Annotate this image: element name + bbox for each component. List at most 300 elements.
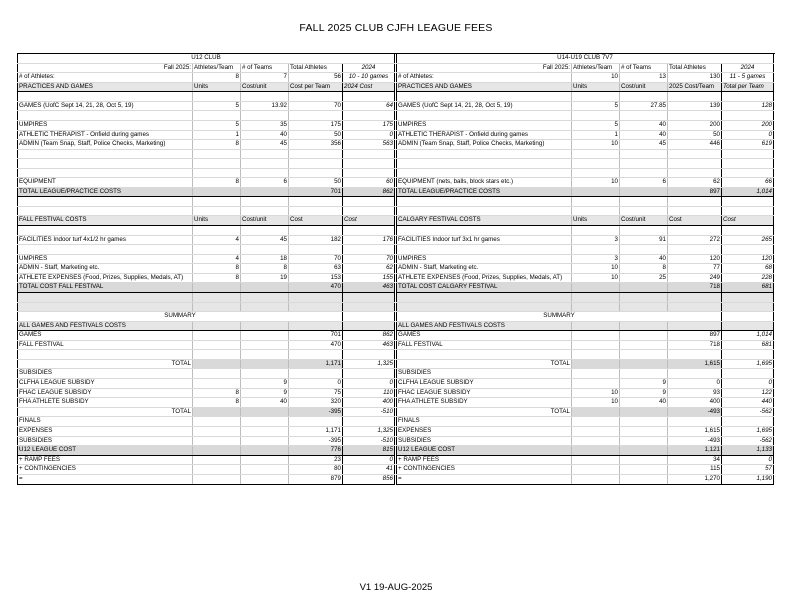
table-cell: [620, 283, 668, 293]
table-cell: 75: [289, 388, 343, 398]
table-cell: [289, 159, 343, 169]
table-cell: SUBSIDIES: [18, 436, 193, 446]
table-cell: # of Athletes:: [397, 73, 572, 83]
table-cell: 1: [572, 130, 620, 140]
table-cell: [620, 427, 668, 437]
table-cell: 1,695: [722, 359, 774, 369]
table-cell: [343, 111, 395, 121]
table-cell: 45: [620, 140, 668, 150]
table-row: [397, 178, 774, 188]
table-cell: [397, 168, 572, 178]
table-cell: [620, 293, 668, 303]
table-cell: Cost per Team: [289, 82, 343, 92]
table-row: [397, 398, 774, 408]
table-cell: 62: [343, 264, 395, 274]
table-cell: -562: [722, 436, 774, 446]
table-cell: 50: [289, 130, 343, 140]
table-cell: 110: [343, 388, 395, 398]
table-cell: TOTAL LEAGUE/PRACTICE COSTS: [397, 187, 572, 197]
table-cell: [620, 436, 668, 446]
table-cell: -493: [668, 436, 722, 446]
table-cell: 446: [668, 140, 722, 150]
table-cell: Fall 2025:: [397, 63, 572, 73]
table-cell: TOTAL: [397, 359, 572, 369]
table-cell: [289, 111, 343, 121]
table-cell: [18, 149, 193, 159]
table-cell: 2024: [722, 63, 774, 73]
table-row: [18, 101, 395, 111]
table-cell: 40: [620, 398, 668, 408]
table-cell: 120: [722, 254, 774, 264]
table-cell: [722, 197, 774, 207]
table-cell: [343, 226, 395, 236]
table-cell: UMPIRES: [18, 120, 193, 130]
table-row: [18, 130, 395, 140]
table-row: [397, 369, 774, 379]
table-cell: [620, 159, 668, 169]
table-cell: 9: [620, 388, 668, 398]
table-cell: [241, 226, 289, 236]
table-row: [397, 427, 774, 437]
table-row: [397, 206, 774, 216]
table-cell: [668, 111, 722, 121]
table-cell: 1,014: [722, 187, 774, 197]
table-cell: [572, 417, 620, 427]
table-row: [18, 63, 395, 73]
page-title: FALL 2025 CLUB CJFH LEAGUE FEES: [299, 22, 493, 34]
table-cell: [241, 340, 289, 350]
table-cell: 2024 Cost: [343, 82, 395, 92]
table-cell: 1,014: [722, 331, 774, 341]
table-cell: 5: [193, 120, 241, 130]
table-cell: EQUIPMENT: [18, 178, 193, 188]
table-cell: [722, 350, 774, 360]
table-cell: 35: [241, 120, 289, 130]
table-cell: 70: [343, 254, 395, 264]
table-cell: GAMES (UofC Sept 14, 21, 28, Oct 5, 19): [18, 101, 193, 111]
table-cell: [620, 168, 668, 178]
table-cell: [572, 379, 620, 389]
table-cell: 1,615: [668, 359, 722, 369]
table-cell: [343, 92, 395, 102]
table-cell: FALL FESTIVAL: [397, 340, 572, 350]
table-cell: 0: [722, 379, 774, 389]
table-cell: Total per Team: [722, 82, 774, 92]
table-cell: FHAC LEAGUE SUBSIDY: [18, 388, 193, 398]
table-cell: [722, 226, 774, 236]
table-cell: [241, 187, 289, 197]
table-cell: 70: [289, 101, 343, 111]
table-cell: [397, 206, 572, 216]
table-cell: [572, 226, 620, 236]
table-cell: -510: [343, 407, 395, 417]
table-cell: [722, 312, 774, 322]
table-cell: 182: [289, 235, 343, 245]
table-cell: 27.85: [620, 101, 668, 111]
table-cell: 8: [193, 264, 241, 274]
table-cell: 18: [241, 254, 289, 264]
table-cell: 3: [572, 235, 620, 245]
table-row: [397, 120, 774, 130]
u14-u19-club-fee-rows: [397, 54, 774, 485]
table-cell: Units: [572, 216, 620, 226]
table-cell: 4: [193, 254, 241, 264]
table-cell: [18, 159, 193, 169]
table-cell: [18, 111, 193, 121]
table-cell: [343, 293, 395, 303]
table-cell: EXPENSES: [18, 427, 193, 437]
table-row: [18, 82, 395, 92]
table-cell: SUMMARY: [18, 312, 343, 322]
table-cell: [620, 417, 668, 427]
table-row: [18, 187, 395, 197]
table-row: [397, 446, 774, 456]
table-cell: ADMIN - Staff, Marketing etc.: [397, 264, 572, 274]
table-cell: [193, 302, 241, 312]
table-cell: 200: [668, 120, 722, 130]
table-cell: [193, 206, 241, 216]
table-cell: 4: [193, 235, 241, 245]
table-cell: [620, 321, 668, 331]
table-cell: [620, 446, 668, 456]
table-row: [18, 359, 395, 369]
table-cell: [289, 168, 343, 178]
table-row: [18, 321, 395, 331]
table-cell: Cost: [343, 216, 395, 226]
table-cell: [343, 321, 395, 331]
table-cell: [18, 92, 193, 102]
table-row: [397, 216, 774, 226]
table-cell: Units: [572, 82, 620, 92]
table-row: [18, 54, 395, 64]
table-cell: [722, 245, 774, 255]
table-cell: 0: [343, 379, 395, 389]
table-cell: 681: [722, 283, 774, 293]
table-cell: 60: [343, 178, 395, 188]
table-cell: [722, 111, 774, 121]
table-cell: [193, 226, 241, 236]
table-cell: GAMES: [397, 331, 572, 341]
table-cell: FINALS: [18, 417, 193, 427]
table-row: [397, 331, 774, 341]
table-cell: Total Athletes: [289, 63, 343, 73]
table-row: [18, 455, 395, 465]
table-cell: [572, 340, 620, 350]
table-row: [18, 293, 395, 303]
table-cell: 897: [668, 187, 722, 197]
table-cell: [572, 168, 620, 178]
table-cell: 879: [289, 475, 343, 485]
table-row: [397, 73, 774, 83]
table-cell: Fall 2025:: [18, 63, 193, 73]
table-cell: [397, 302, 572, 312]
table-cell: 718: [668, 283, 722, 293]
table-cell: UMPIRES: [18, 254, 193, 264]
table-cell: [241, 197, 289, 207]
table-cell: U14-U19 CLUB 7V7: [397, 54, 774, 64]
table-row: [18, 111, 395, 121]
table-cell: [343, 149, 395, 159]
table-row: [18, 475, 395, 485]
table-cell: 120: [668, 254, 722, 264]
table-cell: [572, 331, 620, 341]
table-cell: ADMIN (Team Snap, Staff, Police Checks, Marketing): [18, 140, 193, 150]
table-cell: 122: [722, 388, 774, 398]
table-row: [18, 312, 395, 322]
table-cell: [668, 168, 722, 178]
table-cell: [620, 455, 668, 465]
table-cell: Cost: [668, 216, 722, 226]
table-cell: 5: [572, 101, 620, 111]
table-cell: [572, 369, 620, 379]
table-cell: [343, 350, 395, 360]
table-cell: 8: [620, 264, 668, 274]
table-cell: 1,171: [289, 427, 343, 437]
table-cell: [572, 159, 620, 169]
table-cell: 470: [289, 283, 343, 293]
table-cell: -510: [343, 436, 395, 446]
table-cell: 862: [343, 187, 395, 197]
table-cell: 356: [289, 140, 343, 150]
table-cell: 815: [343, 446, 395, 456]
table-cell: CLFHA LEAGUE SUBSIDY: [18, 379, 193, 389]
table-cell: [343, 168, 395, 178]
table-cell: [193, 111, 241, 121]
table-cell: [289, 302, 343, 312]
table-cell: [18, 197, 193, 207]
table-cell: SUBSIDIES: [397, 436, 572, 446]
version-footer: V1 19-AUG-2025: [359, 582, 433, 593]
table-cell: Cost: [289, 216, 343, 226]
table-row: [18, 120, 395, 130]
table-cell: [668, 302, 722, 312]
table-cell: 2024: [343, 63, 395, 73]
table-cell: 8: [193, 73, 241, 83]
table-row: [397, 54, 774, 64]
table-cell: [289, 321, 343, 331]
table-cell: 56: [289, 73, 343, 83]
table-cell: [668, 197, 722, 207]
table-cell: Athletes/Team: [193, 63, 241, 73]
table-cell: [241, 350, 289, 360]
table-cell: -562: [722, 407, 774, 417]
table-row: [397, 475, 774, 485]
table-cell: FHAC LEAGUE SUBSIDY: [397, 388, 572, 398]
table-cell: [572, 427, 620, 437]
table-cell: [193, 417, 241, 427]
table-cell: [343, 206, 395, 216]
table-cell: SUBSIDIES: [18, 369, 193, 379]
table-cell: [343, 245, 395, 255]
table-row: [397, 235, 774, 245]
table-cell: [572, 302, 620, 312]
table-cell: 1,270: [668, 475, 722, 485]
table-cell: [241, 369, 289, 379]
table-cell: [668, 159, 722, 169]
table-cell: [193, 379, 241, 389]
table-cell: 1,695: [722, 427, 774, 437]
table-cell: 70: [289, 254, 343, 264]
table-cell: 10: [572, 273, 620, 283]
table-cell: 23: [289, 455, 343, 465]
table-cell: [572, 206, 620, 216]
table-cell: FACILITIES Indoor turf 4x1/2 hr games: [18, 235, 193, 245]
table-cell: [18, 226, 193, 236]
table-row: [397, 159, 774, 169]
table-cell: [620, 187, 668, 197]
table-cell: ATHLETE EXPENSES (Food, Prizes, Supplies, Medals, AT): [397, 273, 572, 283]
table-cell: [668, 417, 722, 427]
table-cell: 8: [193, 178, 241, 188]
table-cell: [620, 407, 668, 417]
table-cell: 619: [722, 140, 774, 150]
table-row: [397, 283, 774, 293]
table-cell: [668, 245, 722, 255]
table-cell: 1,325: [343, 359, 395, 369]
table-cell: [620, 359, 668, 369]
table-cell: [620, 197, 668, 207]
table-cell: [572, 350, 620, 360]
table-cell: 9: [241, 388, 289, 398]
table-cell: EXPENSES: [397, 427, 572, 437]
table-cell: TOTAL: [397, 407, 572, 417]
table-cell: [343, 417, 395, 427]
table-row: [397, 168, 774, 178]
table-cell: [397, 111, 572, 121]
table-cell: [343, 369, 395, 379]
table-cell: 718: [668, 340, 722, 350]
table-cell: 10: [572, 264, 620, 274]
table-row: [397, 302, 774, 312]
table-cell: 175: [343, 120, 395, 130]
table-cell: 0: [668, 379, 722, 389]
table-row: [397, 455, 774, 465]
table-cell: 8: [241, 264, 289, 274]
table-cell: 1,615: [668, 427, 722, 437]
table-cell: [397, 92, 572, 102]
table-row: [397, 264, 774, 274]
table-cell: U12 LEAGUE COST: [18, 446, 193, 456]
table-cell: [241, 168, 289, 178]
table-cell: [193, 465, 241, 475]
table-cell: [193, 245, 241, 255]
table-cell: [572, 149, 620, 159]
table-cell: -493: [668, 407, 722, 417]
table-cell: 13.92: [241, 101, 289, 111]
table-cell: 77: [668, 264, 722, 274]
table-cell: U12 LEAGUE COST: [397, 446, 572, 456]
table-cell: 10: [572, 73, 620, 83]
table-cell: EQUIPMENT (nets, balls, block stars etc.): [397, 178, 572, 188]
table-row: [18, 159, 395, 169]
table-cell: 57: [722, 465, 774, 475]
table-cell: [193, 369, 241, 379]
table-cell: ADMIN (Team Snap, Staff, Police Checks, Marketing): [397, 140, 572, 150]
table-cell: 776: [289, 446, 343, 456]
table-cell: [241, 407, 289, 417]
table-cell: ALL GAMES AND FESTIVALS COSTS: [18, 321, 193, 331]
table-cell: [193, 159, 241, 169]
table-cell: [572, 359, 620, 369]
table-row: [397, 321, 774, 331]
table-cell: [722, 168, 774, 178]
table-cell: [289, 293, 343, 303]
table-cell: # of Teams: [620, 63, 668, 73]
table-cell: [620, 302, 668, 312]
table-cell: 115: [668, 465, 722, 475]
table-cell: 19: [241, 273, 289, 283]
table-cell: 40: [620, 130, 668, 140]
table-cell: 45: [241, 235, 289, 245]
table-cell: [193, 187, 241, 197]
table-row: [397, 273, 774, 283]
table-cell: 66: [722, 178, 774, 188]
table-cell: [193, 427, 241, 437]
table-cell: [620, 369, 668, 379]
table-cell: PRACTICES AND GAMES: [18, 82, 193, 92]
table-cell: -395: [289, 436, 343, 446]
table-cell: Cost/unit: [241, 82, 289, 92]
table-cell: 10 - 10 games: [343, 73, 395, 83]
table-cell: [193, 436, 241, 446]
table-cell: [241, 455, 289, 465]
table-cell: 128: [722, 101, 774, 111]
table-row: [18, 245, 395, 255]
table-cell: 64: [343, 101, 395, 111]
table-cell: [668, 293, 722, 303]
table-row: [397, 63, 774, 73]
table-cell: [620, 340, 668, 350]
table-cell: [343, 302, 395, 312]
table-cell: 7: [241, 73, 289, 83]
table-row: [397, 197, 774, 207]
table-cell: [668, 369, 722, 379]
table-cell: [397, 159, 572, 169]
table-cell: [241, 293, 289, 303]
table-row: [18, 369, 395, 379]
table-cell: 681: [722, 340, 774, 350]
table-cell: =: [18, 475, 193, 485]
table-row: [18, 331, 395, 341]
table-row: [18, 168, 395, 178]
table-cell: Units: [193, 216, 241, 226]
table-cell: TOTAL: [18, 359, 193, 369]
table-cell: 701: [289, 331, 343, 341]
table-cell: [572, 111, 620, 121]
table-row: [18, 379, 395, 389]
table-row: [18, 427, 395, 437]
table-cell: [722, 92, 774, 102]
table-cell: [289, 350, 343, 360]
table-cell: [241, 465, 289, 475]
table-cell: ATHLETE EXPENSES (Food, Prizes, Supplies, Medals, AT): [18, 273, 193, 283]
table-cell: [397, 245, 572, 255]
table-cell: PRACTICES AND GAMES: [397, 82, 572, 92]
table-cell: CALGARY FESTIVAL COSTS: [397, 216, 572, 226]
table-cell: ATHLETIC THERAPIST - Onfield during games: [18, 130, 193, 140]
table-cell: 13: [620, 73, 668, 83]
u12-club-fee-table: [17, 53, 395, 485]
table-cell: [193, 331, 241, 341]
table-cell: [289, 206, 343, 216]
table-cell: [18, 293, 193, 303]
table-cell: ALL GAMES AND FESTIVALS COSTS: [397, 321, 572, 331]
table-cell: CLFHA LEAGUE SUBSIDY: [397, 379, 572, 389]
table-cell: [668, 350, 722, 360]
table-cell: [193, 321, 241, 331]
table-row: [18, 340, 395, 350]
table-cell: [572, 465, 620, 475]
